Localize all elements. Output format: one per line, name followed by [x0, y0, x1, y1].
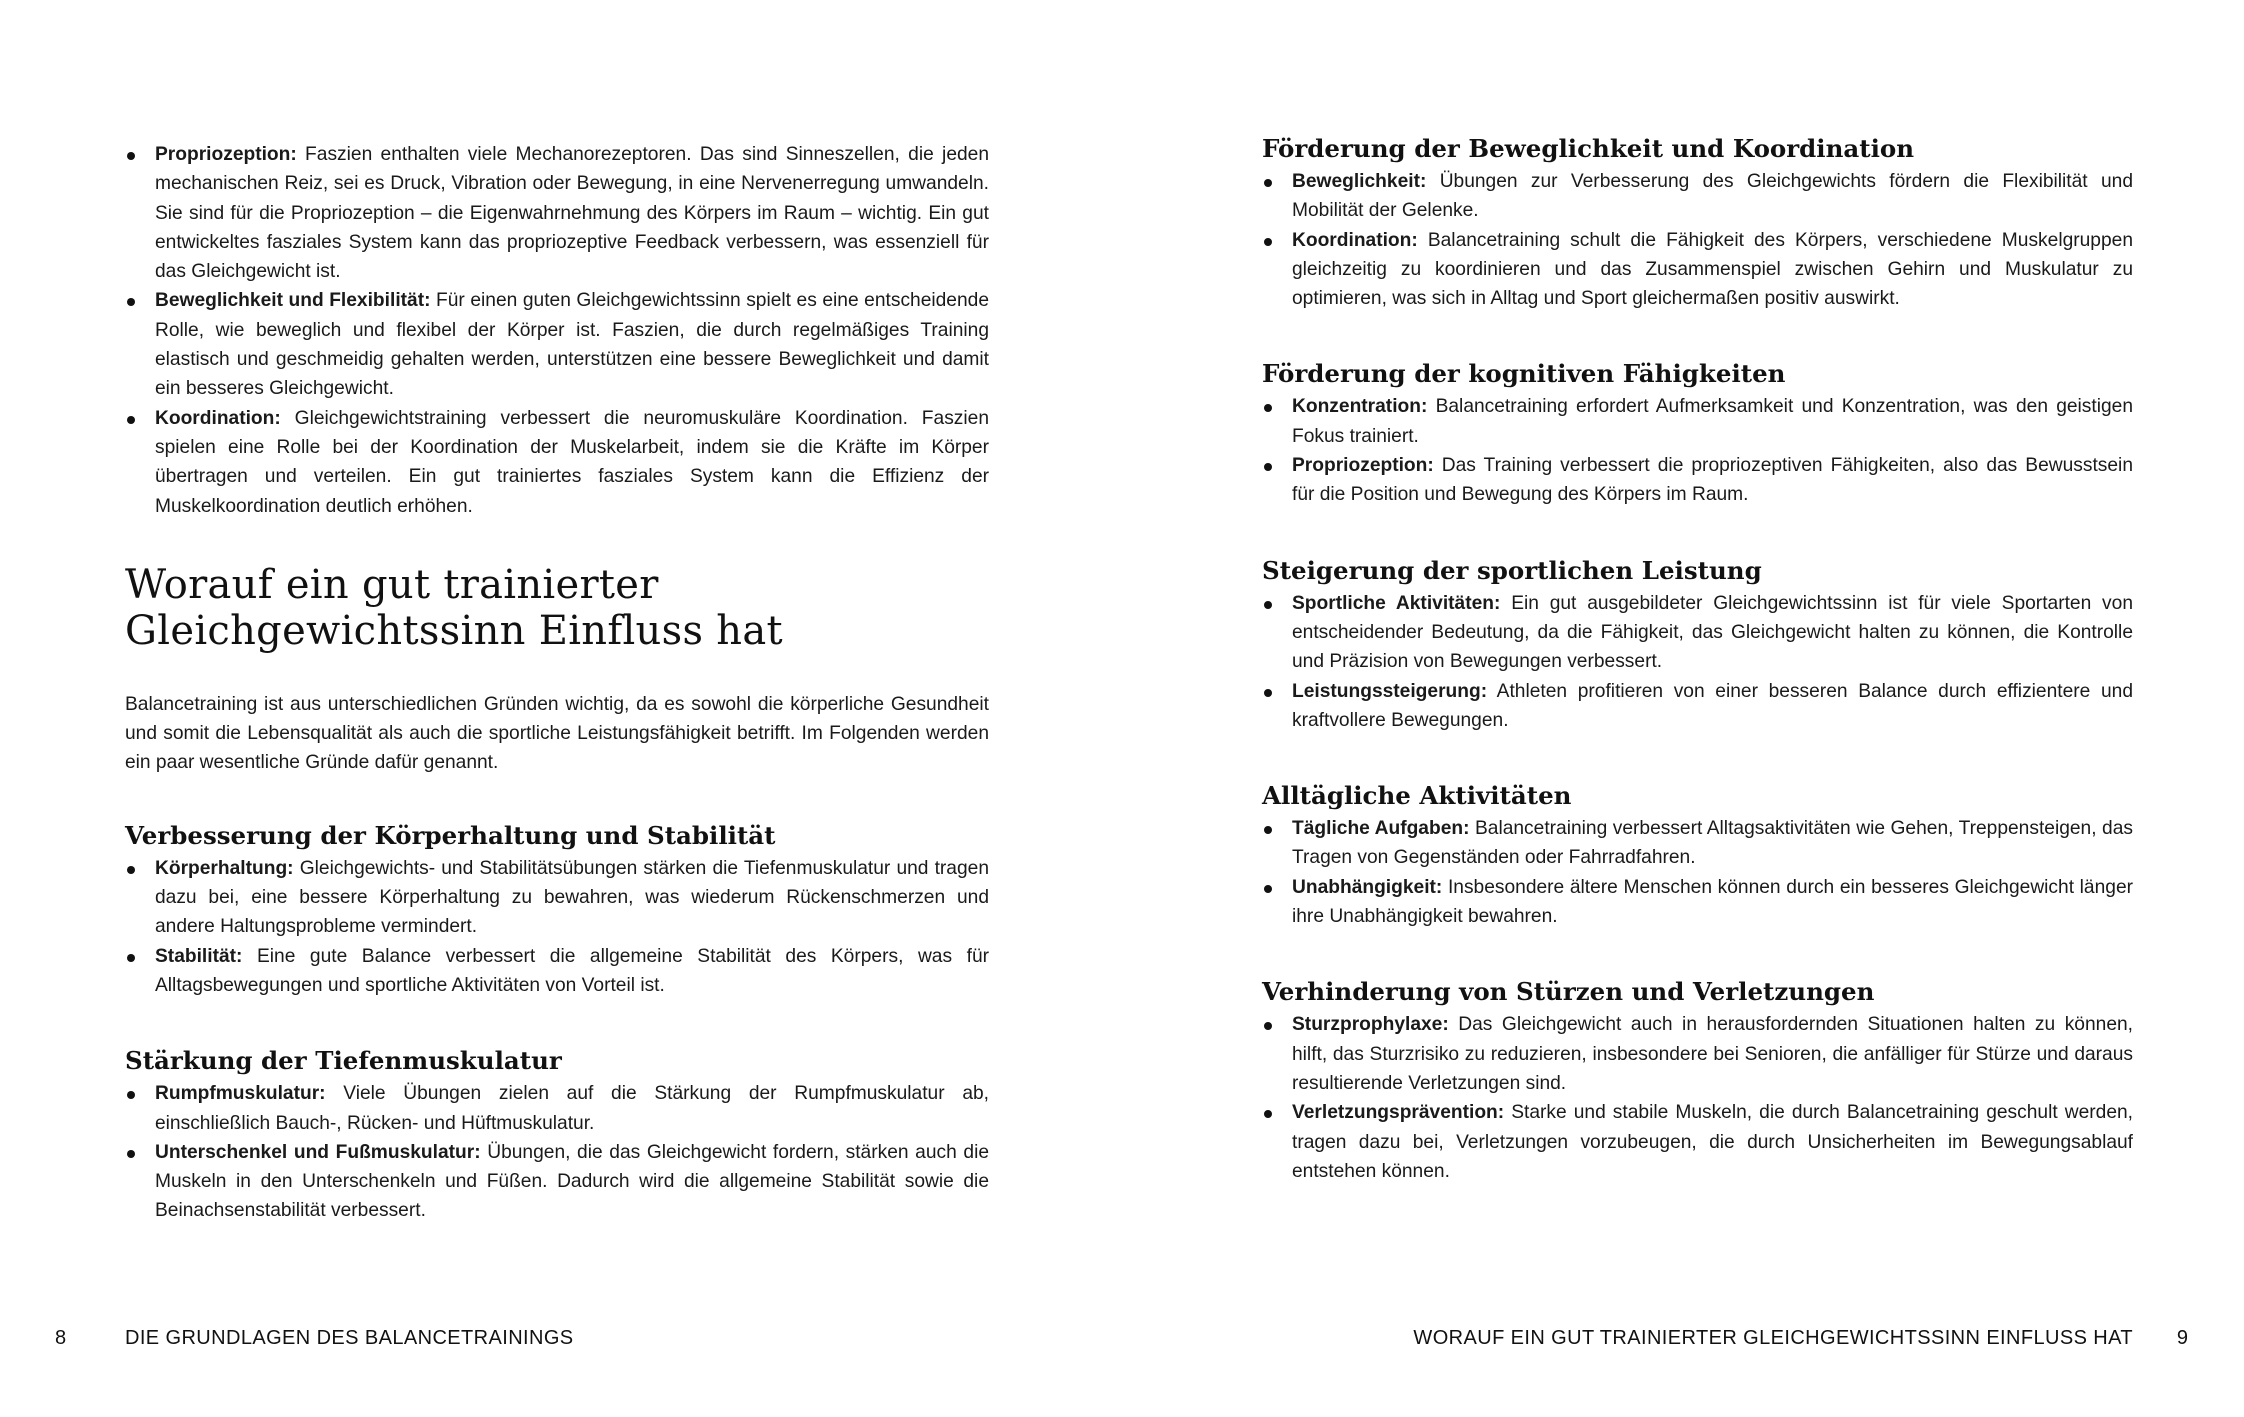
bullet-text: Viele Übungen zielen auf die Stärkung der Rumpfmuskulatur ab, einschließlich Bauch-, Rücken- und Hüftmuskulatur. [155, 1083, 989, 1134]
bullet-text: Insbesondere ältere Menschen können durch ein besseres Gleichgewicht länger ihre Unabhängigkeit bewahren. [1292, 876, 2133, 928]
list-item [1262, 1010, 2133, 1098]
chapter-title [125, 562, 989, 654]
bullet-text: Übungen zur Verbesserung des Gleichgewichts fördern die Flexibilität und Mobilität der Gelenke. [1292, 171, 2133, 222]
bullet-term: Konzentration: [1292, 396, 1428, 418]
section-heading: Verbesserung der Körperhaltung und Stabilität [125, 820, 776, 850]
bullet-text: Für einen guten Gleichgewichtssinn spielt es eine entscheidende Rolle, wie beweglich und flexibel der Körper ist. Faszien, die durch regelmäßiges Training elastisch und geschmeidig gehalten werden, unterstützen eine bessere Beweglichkeit und damit ein besseres Gleichgewicht. [155, 290, 989, 400]
section-heading: Alltägliche Aktivitäten [1262, 781, 1572, 811]
bullet-text: Starke und stabile Muskeln, die durch Balancetraining geschult werden, tragen dazu bei, Verletzungen vorzubeugen, die durch Unsicherheiten im Bewegungsablauf entstehen können. [1292, 1102, 2133, 1182]
bullet-text: Athleten profitieren von einer besseren Balance durch effizientere und kraftvollere Bewegungen. [1292, 680, 2133, 731]
bullet-term: Beweglichkeit: [1292, 171, 1427, 192]
list-item [1262, 873, 2133, 932]
running-head: WORAUF EIN GUT TRAINIERTER GLEICHGEWICHTSSINN EINFLUSS HAT [1413, 1327, 2133, 1349]
bullet-term: Tägliche Aufgaben: [1292, 818, 1470, 840]
section-bullet-list [1262, 814, 2133, 931]
right-page [1122, 0, 2244, 1417]
left-column [125, 140, 989, 1226]
list-item [1262, 392, 2133, 451]
page-number: 8 [55, 1327, 67, 1349]
list-item [1262, 589, 2133, 677]
bullet-term: Koordination: [155, 407, 281, 429]
bullet-text: Balancetraining schult die Fähigkeit des Körpers, verschiedene Muskelgruppen gleichzeitig zu koordinieren und das Zusammenspiel zwischen Gehirn und Muskulatur zu optimieren, was sich in Alltag und Sport gleichermaßen positiv auswirkt. [1292, 229, 2133, 310]
chapter-title-line-2: Gleichgewichtssinn Einfluss hat [125, 607, 783, 654]
section-heading: Verhinderung von Stürzen und Verletzungen [1262, 977, 1875, 1007]
bullet-text: Gleichgewichtstraining verbessert die neuromuskuläre Koordination. Faszien spielen eine Rolle bei der Koordination der Muskelarbeit, indem sie die Kräfte im Körper übertragen und verteilen. Ein gut trainiertes fasziales System kann die Effizienz der Muskelkoordination deutlich erhöhen. [155, 407, 989, 517]
right-column [1262, 133, 2133, 1186]
section-heading: Förderung der kognitiven Fähigkeiten [1262, 359, 1786, 389]
running-head: DIE GRUNDLAGEN DES BALANCETRAININGS [125, 1327, 574, 1349]
bullet-text: Ein gut ausgebildeter Gleichgewichtssinn ist für viele Sportarten von entscheidender Bedeutung, da die Fähigkeit, das Gleichgewicht halten zu können, die Kontrolle und Präzision von Bewegungen verbessert. [1292, 592, 2133, 673]
list-item [125, 404, 989, 521]
bullet-text: Das Training verbessert die propriozeptiven Fähigkeiten, also das Bewusstsein für die Position und Bewegung des Körpers im Raum. [1292, 455, 2133, 506]
intro-paragraph: Balancetraining ist aus unterschiedlichen Gründen wichtig, da es sowohl die körperliche Gesundheit und somit die Lebensqualität als auch die sportliche Leistungsfähigkeit betrifft. Im Folgenden werden ein paar wesentliche Gründe dafür genannt. [125, 693, 989, 774]
bullet-term: Stabilität: [155, 945, 243, 967]
bullet-term: Rumpfmuskulatur: [155, 1083, 326, 1105]
bullet-text: Gleichgewichts- und Stabilitätsübungen stärken die Tiefenmuskulatur und tragen dazu bei, eine bessere Körperhaltung zu bewahren, was wiederum Rückenschmerzen und andere Haltungsprobleme vermindert. [155, 857, 989, 938]
section-heading: Stärkung der Tiefenmuskulatur [125, 1046, 562, 1076]
list-item [125, 1079, 989, 1138]
bullet-text: Balancetraining verbessert Alltagsaktivitäten wie Gehen, Treppensteigen, das Tragen von Gegenständen oder Fahrradfahren. [1292, 818, 2133, 869]
bullet-term: Verletzungsprävention: [1292, 1102, 1505, 1124]
list-item [125, 942, 989, 1001]
list-item [1262, 1098, 2133, 1186]
list-item [125, 854, 989, 942]
bullet-text: Eine gute Balance verbessert die allgemeine Stabilität des Körpers, was für Alltagsbewegungen und sportliche Aktivitäten von Vorteil ist. [155, 945, 989, 996]
bullet-term: Unabhängigkeit: [1292, 876, 1443, 898]
section-bullet-list [1262, 589, 2133, 735]
bullet-text: Balancetraining erfordert Aufmerksamkeit und Konzentration, was den geistigen Fokus trainiert. [1292, 396, 2133, 447]
bullet-term: Körperhaltung: [155, 857, 294, 879]
bullet-text: Übungen, die das Gleichgewicht fordern, stärken auch die Muskeln in den Unterschenkeln und Füßen. Dadurch wird die allgemeine Stabilität sowie die Beinachsenstabilität verbessert. [155, 1141, 990, 1222]
bullet-term: Koordination: [1292, 229, 1418, 251]
section-heading: Steigerung der sportlichen Leistung [1262, 555, 1762, 585]
bullet-term: Beweglichkeit und Flexibilität: [155, 290, 431, 312]
list-item [1262, 814, 2133, 873]
top-bullet-list [125, 140, 989, 521]
bullet-term: Propriozeption: [1292, 455, 1434, 477]
list-item [1262, 167, 2133, 226]
list-item [1262, 226, 2133, 314]
bullet-text: Das Gleichgewicht auch in herausfordernden Situationen halten zu können, hilft, das Sturzrisiko zu reduzieren, insbesondere bei Senioren, die anfälliger für Stürze und daraus resultierende Verletzungen sind. [1292, 1014, 2133, 1094]
bullet-term: Leistungssteigerung: [1292, 680, 1488, 702]
list-item [1262, 677, 2133, 736]
section-bullet-list [1262, 167, 2133, 313]
section-bullet-list [125, 854, 989, 1000]
page-number: 9 [2176, 1327, 2188, 1349]
list-item [125, 286, 989, 403]
bullet-term: Unterschenkel und Fußmuskulatur: [155, 1141, 481, 1163]
bullet-term: Sportliche Aktivitäten: [1292, 592, 1501, 614]
list-item [125, 140, 989, 286]
bullet-term: Sturzprophylaxe: [1292, 1014, 1449, 1036]
chapter-title-line-1: Worauf ein gut trainierter [125, 561, 659, 608]
list-item [1262, 451, 2133, 510]
list-item [125, 1138, 989, 1226]
section-bullet-list [1262, 392, 2133, 509]
section-bullet-list [125, 1079, 989, 1225]
section-bullet-list [1262, 1010, 2133, 1186]
section-heading: Förderung der Beweglichkeit und Koordination [1262, 134, 1915, 163]
bullet-term: Propriozeption: [155, 144, 297, 165]
bullet-text: Faszien enthalten viele Mechanorezeptoren. Das sind Sinneszellen, die jeden mechanischen Reiz, sei es Druck, Vibration oder Bewegung, in eine Nervenerregung umwandeln. Sie sind für die Propriozeption – die Eigenwahrnehmung des Körpers im Raum – wichtig. Ein gut entwickeltes fasziales System kann das propriozeptive Feedback verbessern, was essenziell für das Gleichgewicht ist. [155, 144, 989, 283]
